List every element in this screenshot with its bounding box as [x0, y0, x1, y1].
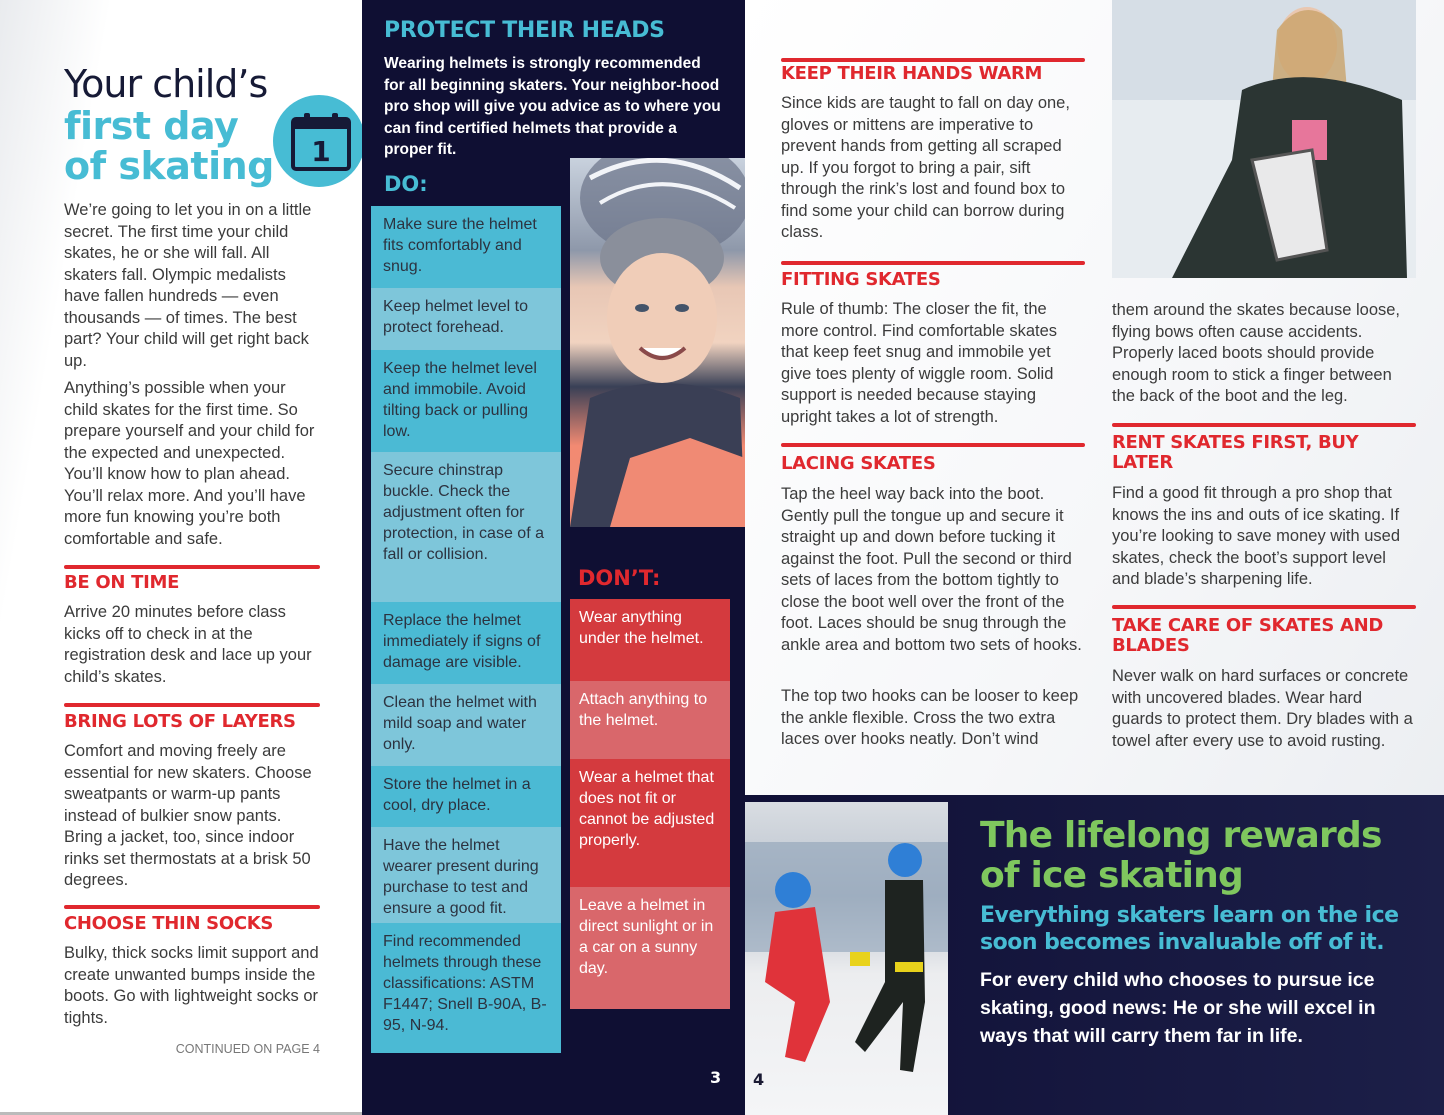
dont-label: DON’T: — [578, 566, 661, 590]
section-divider — [1112, 605, 1416, 609]
section-divider — [781, 261, 1085, 265]
section-body-fitting: Rule of thumb: The closer the fit, the more control. Find comfortable skates that keep feet snug and immobile yet give toes plenty of wiggle room. Solid support is needed because staying upright takes a lot of strength. — [781, 300, 1058, 426]
do-item: Keep the helmet level and immobile. Avoid tilting back or pulling low. — [371, 350, 561, 452]
section-body-socks: Bulky, thick socks limit support and create unwanted bumps inside the boots. Go with lightweight socks or tights. — [64, 944, 319, 1027]
child-helmet-photo — [570, 158, 745, 527]
young-speed-skaters-photo — [745, 802, 948, 1115]
svg-text:1: 1 — [311, 135, 331, 168]
section-heading-care: TAKE CARE OF SKATES AND BLADES — [1112, 615, 1384, 656]
helmet-intro: Wearing helmets is strongly recommended for all beginning skaters. Your neighbor-hood pro shop will give you advice as to where you can find certified helmets that provide a proper fit. — [384, 55, 721, 158]
do-label: DO: — [384, 172, 428, 196]
do-item: Keep helmet level to protect forehead. — [371, 288, 561, 350]
calendar-icon — [290, 111, 352, 173]
do-item: Store the helmet in a cool, dry place. — [371, 766, 561, 827]
section-divider — [1112, 423, 1416, 427]
intro-paragraph-2: Anything’s possible when your child skates for the first time. So prepare yourself and your child for the expected and unexpected. You’ll know how to plan ahead. You’ll relax more. And you’ll have more fun knowing you’re both comfortable and safe. — [64, 379, 315, 548]
section-heading-fitting: FITTING SKATES — [781, 269, 941, 290]
section-body-rent: Find a good fit through a pro shop that knows the ins and outs of ice skating. If you’re looking to save money with used skates, check the boot’s support level and blade’s sharpening life. — [1112, 484, 1400, 588]
page-title-line3: of skating — [64, 144, 274, 188]
woman-lacing-skate-image — [1112, 0, 1416, 278]
intro-paragraph-1: We’re going to let you in on a little secret. The first time your child skates, he or she will fall. All skaters fall. Olympic medalists have fallen hundreds — even thousands — of times. The best part? Your child will get right back up. — [64, 201, 312, 370]
dont-list — [570, 599, 730, 1009]
section-divider — [64, 905, 320, 909]
section-heading-lacing: LACING SKATES — [781, 453, 936, 474]
left-column — [0, 0, 362, 1115]
do-item: Find recommended helmets through these classifications: ASTM F1447; Snell B-90A, B-95, N-94. — [371, 923, 561, 1053]
right-page — [745, 0, 1444, 1115]
do-item: Clean the helmet with mild soap and water only. — [371, 684, 561, 766]
do-item: Have the helmet wearer present during purchase to test and ensure a good fit. — [371, 827, 561, 923]
section-heading-socks: CHOOSE THIN SOCKS — [64, 913, 274, 934]
section-body-lacing-2: The top two hooks can be looser to keep the ankle flexible. Cross the two extra laces over hooks neatly. Don’t wind — [781, 687, 1079, 748]
dont-item: Attach anything to the helmet. — [570, 681, 730, 759]
section-divider — [781, 443, 1085, 447]
section-body-hands: Since kids are taught to fall on day one, gloves or mittens are imperative to prevent hands from getting all scraped up. If you forgot to bring a pair, sift through the rink’s lost and found box to find some your child can borrow during class. — [781, 94, 1070, 241]
do-item: Replace the helmet immediately if signs of damage are visible. — [371, 602, 561, 684]
do-list — [371, 206, 561, 1053]
section-heading-layers: BRING LOTS OF LAYERS — [64, 711, 296, 732]
dont-item: Wear a helmet that does not fit or cannot be adjusted properly. — [570, 759, 730, 887]
page-title-line1: Your child’s — [64, 62, 268, 106]
child-face-image — [570, 158, 745, 527]
speed-skaters-image — [745, 802, 948, 1115]
calendar-badge — [270, 92, 362, 190]
rewards-body: For every child who chooses to pursue ice skating, good news: He or she will excel in ways that will carry them far in life. — [980, 969, 1376, 1047]
page-title-line2: first day — [64, 104, 239, 148]
section-heading-hands: KEEP THEIR HANDS WARM — [781, 63, 1043, 84]
rewards-title: The lifelong rewards of ice skating — [980, 815, 1382, 896]
section-divider — [781, 58, 1085, 62]
page-number: 3 — [710, 1068, 722, 1087]
section-divider — [64, 565, 320, 569]
do-item: Secure chinstrap buckle. Check the adjustment often for protection, in case of a fall or collision. — [371, 452, 561, 602]
do-item: Make sure the helmet fits comfortably and snug. — [371, 206, 561, 288]
section-heading-rent: RENT SKATES FIRST, BUY LATER — [1112, 432, 1359, 473]
section-body-layers: Comfort and moving freely are essential for new skaters. Choose sweatpants or warm-up pants instead of bulkier snow pants. Bring a jacket, too, since indoor rinks set thermostats at a brisk 50 degrees. — [64, 742, 312, 889]
lacing-continuation: them around the skates because loose, flying bows often cause accidents. Properly laced boots should provide enough room to stick a finger between the back of the boot and the leg. — [1112, 301, 1401, 405]
helmet-sidebar — [362, 0, 745, 1115]
section-body-lacing: Tap the heel way back into the boot. Gently pull the tongue up and secure it straight up and down before tucking it against the foot. Pull the second or third sets of laces from the bottom tightly to close the boot well over the front of the foot. Laces should be snug through the ankle area and bottom two sets of hooks. — [781, 485, 1082, 654]
section-body-care: Never walk on hard surfaces or concrete with uncovered blades. Wear hard guards to protect them. Dry blades with a towel after every use to avoid rusting. — [1112, 667, 1413, 750]
helmet-section-title: PROTECT THEIR HEADS — [384, 18, 665, 43]
skater-lacing-photo — [1112, 0, 1416, 278]
continued-note: CONTINUED ON PAGE 4 — [175, 1042, 320, 1056]
section-divider — [64, 703, 320, 707]
section-heading-be-on-time: BE ON TIME — [64, 572, 180, 593]
page-number: 4 — [753, 1070, 765, 1089]
dont-item: Wear anything under the helmet. — [570, 599, 730, 681]
dont-item: Leave a helmet in direct sunlight or in a car on a sunny day. — [570, 887, 730, 1009]
section-body-be-on-time: Arrive 20 minutes before class kicks off to check in at the registration desk and lace up your child’s skates. — [64, 603, 312, 686]
rewards-subtitle: Everything skaters learn on the ice soon becomes invaluable off of it. — [980, 903, 1399, 955]
